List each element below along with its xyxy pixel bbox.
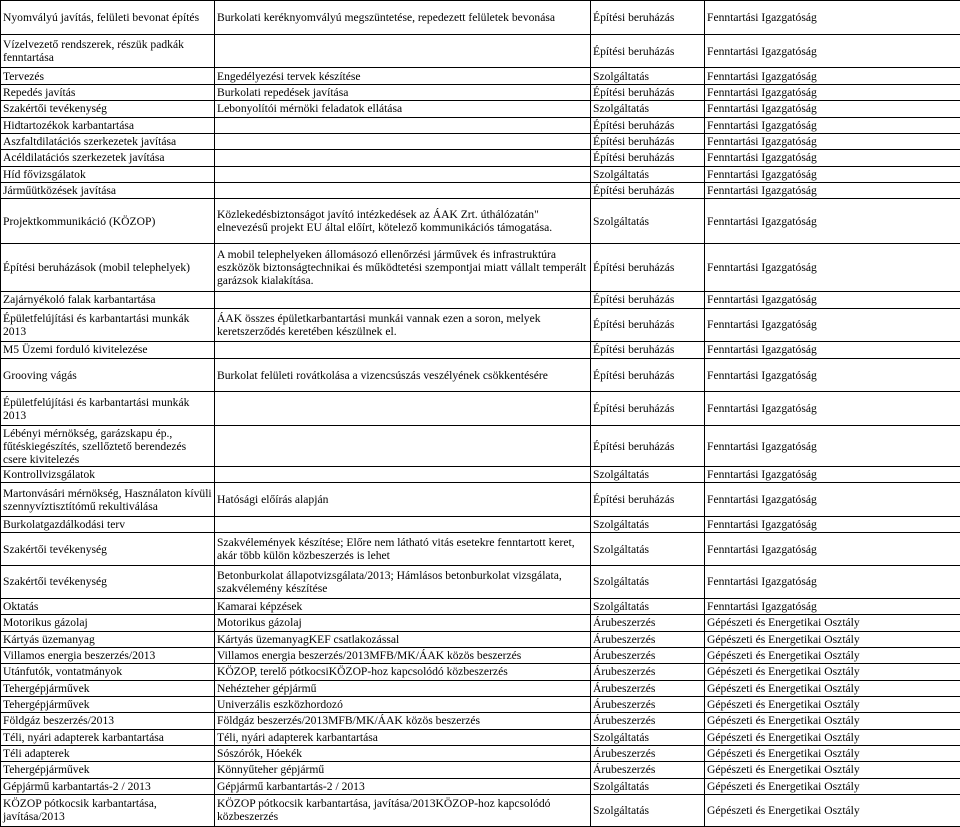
cell-description: Földgáz beszerzés/2013MFB/MK/ÁAK közös beszerzés	[215, 713, 591, 729]
cell-project: Épületfelújítási és karbantartási munkák 2013	[1, 308, 215, 342]
cell-category: Szolgáltatás	[591, 533, 705, 566]
cell-department: Gépészeti és Energetikai Osztály	[705, 631, 960, 647]
cell-category: Építési beruházás	[591, 133, 705, 149]
cell-description: Engedélyezési tervek készítése	[215, 68, 591, 84]
cell-department: Fenntartási Igazgatóság	[705, 150, 960, 166]
cell-description	[215, 517, 591, 533]
cell-department: Fenntartási Igazgatóság	[705, 358, 960, 392]
table-row	[1, 1, 960, 35]
cell-department: Gépészeti és Energetikai Osztály	[705, 745, 960, 761]
cell-category: Építési beruházás	[591, 308, 705, 342]
cell-department: Gépészeti és Energetikai Osztály	[705, 664, 960, 680]
cell-description	[215, 467, 591, 483]
cell-project: Szakértői tevékenység	[1, 101, 215, 117]
cell-category: Építési beruházás	[591, 150, 705, 166]
cell-department: Gépészeti és Energetikai Osztály	[705, 729, 960, 745]
cell-description: Villamos energia beszerzés/2013MFB/MK/ÁAK közös beszerzés	[215, 647, 591, 663]
cell-project: Földgáz beszerzés/2013	[1, 713, 215, 729]
cell-category: Árubeszerzés	[591, 680, 705, 696]
table-row	[1, 566, 960, 599]
table-row	[1, 68, 960, 84]
cell-description: Könnyűteher gépjármű	[215, 762, 591, 778]
cell-project: Vízelvezető rendszerek, részük padkák fenntartása	[1, 34, 215, 68]
table-row	[1, 680, 960, 696]
table-row	[1, 794, 960, 826]
cell-description: Motorikus gázolaj	[215, 615, 591, 631]
table-row	[1, 467, 960, 483]
cell-project: Szakértői tevékenység	[1, 533, 215, 566]
table-row	[1, 483, 960, 517]
cell-description: KÖZOP, terelő pótkocsiKÖZOP-hoz kapcsolódó közbeszerzés	[215, 664, 591, 680]
cell-category: Építési beruházás	[591, 182, 705, 198]
table-row	[1, 342, 960, 358]
cell-project: KÖZOP pótkocsik karbantartása, javítása/2013	[1, 794, 215, 826]
cell-department: Fenntartási Igazgatóság	[705, 392, 960, 426]
cell-category: Árubeszerzés	[591, 615, 705, 631]
cell-department: Fenntartási Igazgatóság	[705, 483, 960, 517]
table-row	[1, 182, 960, 198]
table-row	[1, 745, 960, 761]
cell-description	[215, 34, 591, 68]
table-row	[1, 166, 960, 182]
cell-description: Kártyás üzemanyagKEF csatlakozással	[215, 631, 591, 647]
cell-department: Fenntartási Igazgatóság	[705, 199, 960, 244]
cell-project: Acéldilatációs szerkezetek javítása	[1, 150, 215, 166]
cell-project: Burkolatgazdálkodási terv	[1, 517, 215, 533]
cell-department: Fenntartási Igazgatóság	[705, 1, 960, 35]
cell-description: A mobil telephelyeken állomásozó ellenőrzési járművek és infrastruktúra eszközök biztonságtechnikai és működtetési szempontjai miatt vállalt temperált garázsok kialakítása.	[215, 244, 591, 292]
cell-category: Árubeszerzés	[591, 696, 705, 712]
table-row	[1, 117, 960, 133]
cell-description: Kamarai képzések	[215, 598, 591, 614]
cell-category: Építési beruházás	[591, 426, 705, 467]
cell-department: Fenntartási Igazgatóság	[705, 566, 960, 599]
cell-project: M5 Üzemi forduló kivitelezése	[1, 342, 215, 358]
cell-category: Szolgáltatás	[591, 729, 705, 745]
cell-category: Építési beruházás	[591, 1, 705, 35]
cell-project: Téli adapterek	[1, 745, 215, 761]
table-row	[1, 101, 960, 117]
table-row	[1, 392, 960, 426]
cell-description	[215, 292, 591, 308]
table-row	[1, 426, 960, 467]
cell-category: Szolgáltatás	[591, 166, 705, 182]
cell-department: Gépészeti és Energetikai Osztály	[705, 794, 960, 826]
cell-category: Szolgáltatás	[591, 794, 705, 826]
table-row	[1, 133, 960, 149]
cell-project: Martonvásári mérnökség, Használaton kívüli szennyvíztisztítómű rekultiválása	[1, 483, 215, 517]
cell-project: Tehergépjárművek	[1, 680, 215, 696]
table-row	[1, 358, 960, 392]
cell-department: Fenntartási Igazgatóság	[705, 182, 960, 198]
cell-description	[215, 342, 591, 358]
cell-category: Árubeszerzés	[591, 745, 705, 761]
cell-project: Repedés javítás	[1, 84, 215, 100]
cell-description: Sószórók, Hóekék	[215, 745, 591, 761]
cell-category: Építési beruházás	[591, 34, 705, 68]
cell-project: Lébényi mérnökség, garázskapu ép., fűtéskiegészítés, szellőztető berendezés csere kivitelezés	[1, 426, 215, 467]
cell-department: Gépészeti és Energetikai Osztály	[705, 762, 960, 778]
cell-description: Burkolat felületi rovátkolása a vizencsúszás veszélyének csökkentésére	[215, 358, 591, 392]
cell-category: Árubeszerzés	[591, 647, 705, 663]
cell-category: Szolgáltatás	[591, 598, 705, 614]
cell-project: Tehergépjárművek	[1, 762, 215, 778]
cell-project: Motorikus gázolaj	[1, 615, 215, 631]
table-row	[1, 533, 960, 566]
cell-description	[215, 133, 591, 149]
table-row	[1, 292, 960, 308]
cell-project: Tehergépjárművek	[1, 696, 215, 712]
cell-department: Gépészeti és Energetikai Osztály	[705, 615, 960, 631]
cell-department: Fenntartási Igazgatóság	[705, 84, 960, 100]
cell-project: Gépjármű karbantartás-2 / 2013	[1, 778, 215, 794]
cell-project: Aszfaltdilatációs szerkezetek javítása	[1, 133, 215, 149]
cell-category: Szolgáltatás	[591, 517, 705, 533]
cell-department: Fenntartási Igazgatóság	[705, 166, 960, 182]
cell-department: Fenntartási Igazgatóság	[705, 467, 960, 483]
cell-department: Fenntartási Igazgatóság	[705, 244, 960, 292]
cell-category: Szolgáltatás	[591, 778, 705, 794]
cell-category: Építési beruházás	[591, 117, 705, 133]
cell-project: Téli, nyári adapterek karbantartása	[1, 729, 215, 745]
cell-description: Hatósági előírás alapján	[215, 483, 591, 517]
cell-category: Szolgáltatás	[591, 101, 705, 117]
cell-category: Építési beruházás	[591, 342, 705, 358]
cell-description: Univerzális eszközhordozó	[215, 696, 591, 712]
cell-department: Gépészeti és Energetikai Osztály	[705, 778, 960, 794]
cell-department: Fenntartási Igazgatóság	[705, 117, 960, 133]
cell-description	[215, 182, 591, 198]
cell-category: Árubeszerzés	[591, 713, 705, 729]
table-row	[1, 308, 960, 342]
cell-department: Fenntartási Igazgatóság	[705, 517, 960, 533]
table-row	[1, 729, 960, 745]
table-row	[1, 696, 960, 712]
cell-department: Fenntartási Igazgatóság	[705, 426, 960, 467]
cell-project: Hidtartozékok karbantartása	[1, 117, 215, 133]
table-row	[1, 664, 960, 680]
table-row	[1, 34, 960, 68]
cell-description: ÁAK összes épületkarbantartási munkái vannak ezen a soron, melyek keretszerződés keretében készülnek el.	[215, 308, 591, 342]
cell-project: Épületfelújítási és karbantartási munkák 2013	[1, 392, 215, 426]
cell-department: Fenntartási Igazgatóság	[705, 292, 960, 308]
cell-category: Árubeszerzés	[591, 631, 705, 647]
cell-description: Szakvélemények készítése; Előre nem látható vitás esetekre fenntartott keret, akár több külön közbeszerzés is lehet	[215, 533, 591, 566]
cell-description: Nehézteher gépjármű	[215, 680, 591, 696]
cell-department: Fenntartási Igazgatóság	[705, 598, 960, 614]
table-row	[1, 713, 960, 729]
cell-project: Nyomvályú javítás, felületi bevonat építés	[1, 1, 215, 35]
cell-department: Fenntartási Igazgatóság	[705, 308, 960, 342]
cell-description	[215, 117, 591, 133]
cell-category: Szolgáltatás	[591, 199, 705, 244]
table-row	[1, 631, 960, 647]
table-row	[1, 517, 960, 533]
cell-department: Fenntartási Igazgatóság	[705, 34, 960, 68]
cell-description: Betonburkolat állapotvizsgálata/2013; Hámlásos betonburkolat vizsgálata, szakvélemény készítése	[215, 566, 591, 599]
cell-department: Gépészeti és Energetikai Osztály	[705, 713, 960, 729]
cell-description: Közlekedésbiztonságot javító intézkedések az ÁAK Zrt. úthálózatán" elnevezésű projekt EU által előírt, kötelező kommunikációs támogatása.	[215, 199, 591, 244]
cell-description: Burkolati repedések javítása	[215, 84, 591, 100]
table-row	[1, 244, 960, 292]
cell-description: Gépjármű karbantartás-2 / 2013	[215, 778, 591, 794]
cell-description: KÖZOP pótkocsik karbantartása, javítása/2013KÖZOP-hoz kapcsolódó közbeszerzés	[215, 794, 591, 826]
table-row	[1, 199, 960, 244]
cell-department: Fenntartási Igazgatóság	[705, 342, 960, 358]
table-row	[1, 84, 960, 100]
cell-project: Kártyás üzemanyag	[1, 631, 215, 647]
cell-description: Lebonyolítói mérnöki feladatok ellátása	[215, 101, 591, 117]
cell-project: Grooving vágás	[1, 358, 215, 392]
procurement-table-body	[1, 1, 960, 827]
cell-department: Gépészeti és Energetikai Osztály	[705, 680, 960, 696]
cell-description	[215, 150, 591, 166]
cell-category: Építési beruházás	[591, 292, 705, 308]
cell-category: Árubeszerzés	[591, 664, 705, 680]
cell-project: Járműütközések javítása	[1, 182, 215, 198]
cell-category: Építési beruházás	[591, 84, 705, 100]
table-row	[1, 647, 960, 663]
cell-project: Szakértői tevékenység	[1, 566, 215, 599]
cell-description	[215, 166, 591, 182]
cell-department: Gépészeti és Energetikai Osztály	[705, 696, 960, 712]
cell-description	[215, 426, 591, 467]
cell-department: Fenntartási Igazgatóság	[705, 68, 960, 84]
cell-description: Burkolati keréknyomvályú megszüntetése, repedezett felületek bevonása	[215, 1, 591, 35]
cell-project: Kontrollvizsgálatok	[1, 467, 215, 483]
cell-department: Fenntartási Igazgatóság	[705, 101, 960, 117]
cell-category: Építési beruházás	[591, 244, 705, 292]
cell-category: Szolgáltatás	[591, 566, 705, 599]
table-row	[1, 150, 960, 166]
table-row	[1, 762, 960, 778]
cell-department: Gépészeti és Energetikai Osztály	[705, 647, 960, 663]
cell-project: Projektkommunikáció (KÖZOP)	[1, 199, 215, 244]
cell-description	[215, 392, 591, 426]
cell-category: Építési beruházás	[591, 392, 705, 426]
cell-project: Építési beruházások (mobil telephelyek)	[1, 244, 215, 292]
cell-department: Fenntartási Igazgatóság	[705, 533, 960, 566]
cell-category: Szolgáltatás	[591, 68, 705, 84]
cell-project: Oktatás	[1, 598, 215, 614]
cell-description: Téli, nyári adapterek karbantartása	[215, 729, 591, 745]
cell-project: Utánfutók, vontatmányok	[1, 664, 215, 680]
cell-category: Építési beruházás	[591, 483, 705, 517]
table-row	[1, 778, 960, 794]
cell-project: Villamos energia beszerzés/2013	[1, 647, 215, 663]
cell-category: Szolgáltatás	[591, 467, 705, 483]
cell-category: Építési beruházás	[591, 358, 705, 392]
table-row	[1, 615, 960, 631]
cell-project: Híd fővizsgálatok	[1, 166, 215, 182]
table-row	[1, 598, 960, 614]
cell-project: Zajárnyékoló falak karbantartása	[1, 292, 215, 308]
cell-category: Árubeszerzés	[591, 762, 705, 778]
cell-project: Tervezés	[1, 68, 215, 84]
cell-department: Fenntartási Igazgatóság	[705, 133, 960, 149]
